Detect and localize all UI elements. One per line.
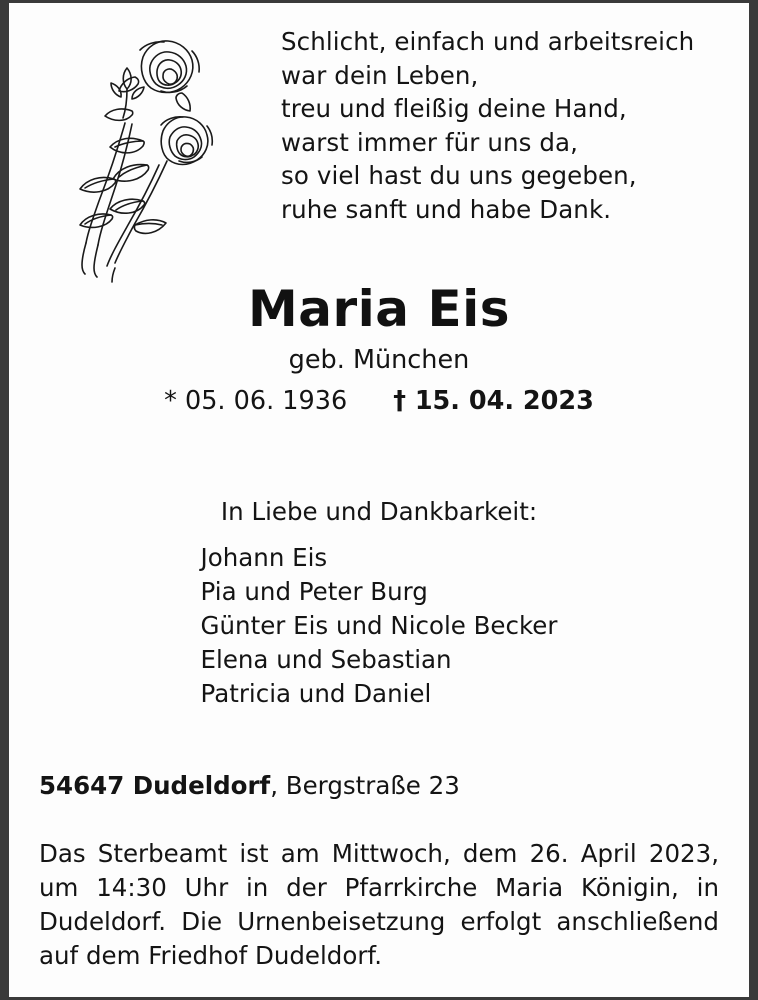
survivor-item: Patricia und Daniel bbox=[200, 679, 432, 708]
death-date: † 15. 04. 2023 bbox=[393, 386, 594, 416]
address-line bbox=[39, 771, 460, 801]
maiden-name: geb. München bbox=[288, 345, 470, 375]
poem-line-2: war dein Leben, bbox=[281, 60, 479, 90]
deceased-name: Maria Eis bbox=[248, 280, 510, 338]
rose-bouquet-icon bbox=[39, 19, 219, 289]
survivors-intro: In Liebe und Dankbarkeit: bbox=[220, 497, 538, 526]
survivor-item: Elena und Sebastian bbox=[200, 645, 452, 674]
obituary-content bbox=[9, 3, 749, 997]
service-details: Das Sterbeamt ist am Mittwoch, dem 26. April 2023, um 14:30 Uhr in der Pfarrkirche Maria Königin, in Dudeldorf. Die Urnenbeisetzung erfolgt anschließend auf dem Friedhof Dudeldorf. bbox=[39, 839, 719, 970]
survivors-block bbox=[9, 495, 749, 711]
address-zip-city: 54647 Dudeldorf bbox=[39, 771, 271, 800]
survivor-item: Pia und Peter Burg bbox=[200, 577, 428, 606]
survivor-item: Johann Eis bbox=[200, 543, 328, 572]
address-street: , Bergstraße 23 bbox=[270, 771, 460, 800]
birth-date: * 05. 06. 1936 bbox=[164, 386, 348, 416]
poem-line-4: warst immer für uns da, bbox=[281, 127, 579, 157]
poem-line-1: Schlicht, einfach und arbeitsreich bbox=[281, 27, 695, 56]
life-dates bbox=[9, 386, 749, 416]
poem-line-3: treu und fleißig deine Hand, bbox=[281, 94, 627, 123]
poem-line-6: ruhe sanft und habe Dank. bbox=[281, 194, 612, 224]
survivor-item: Günter Eis und Nicole Becker bbox=[200, 611, 558, 640]
name-block bbox=[9, 281, 749, 416]
survivors-list bbox=[201, 541, 558, 711]
poem-line-5: so viel hast du uns gegeben, bbox=[281, 161, 637, 190]
poem-text bbox=[281, 25, 741, 226]
